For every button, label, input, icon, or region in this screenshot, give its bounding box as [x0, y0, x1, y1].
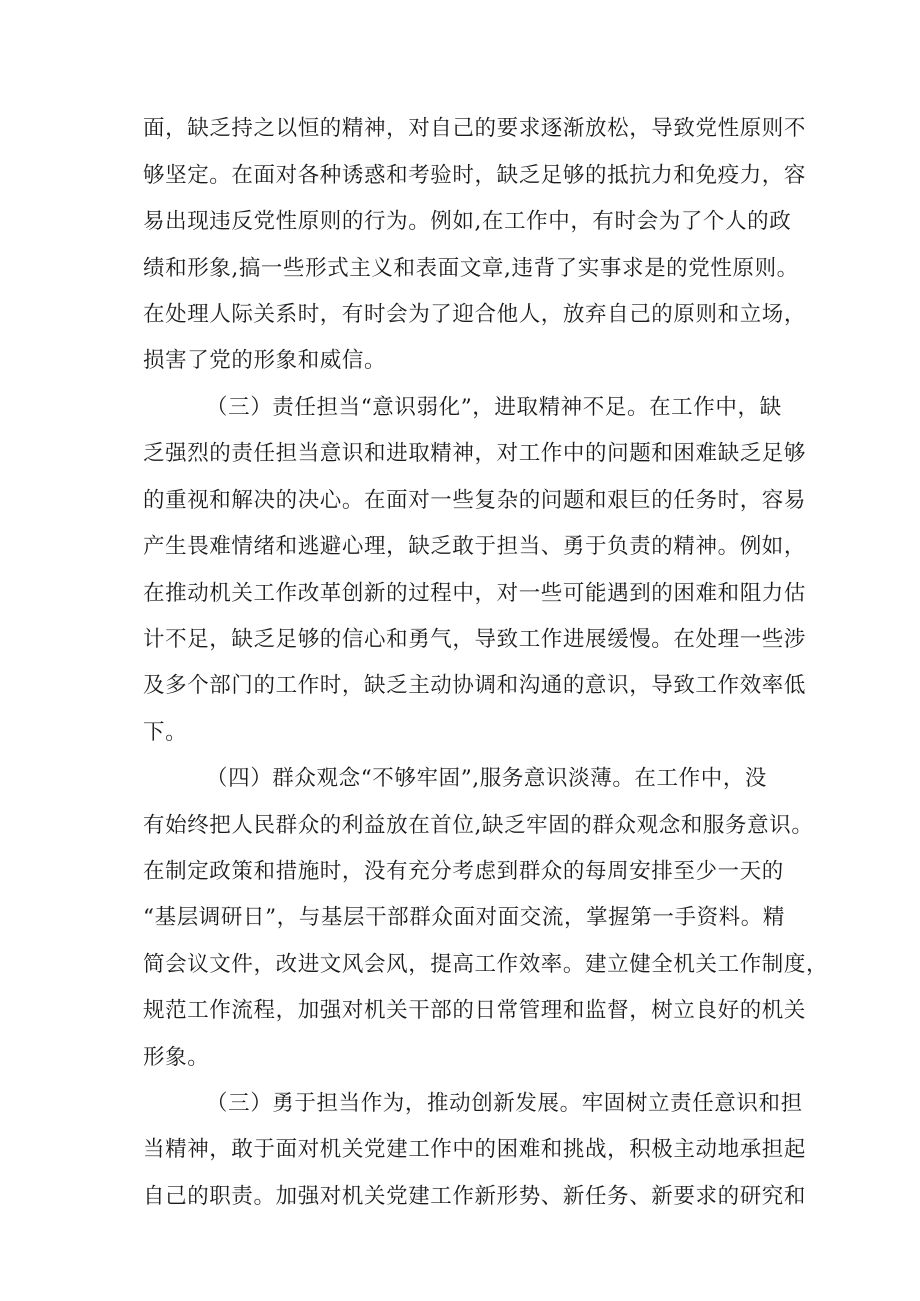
- paragraph-line: 简会议文件，改进文风会风，提高工作效率。建立健全机关工作制度，: [143, 952, 829, 977]
- paragraph-line: 绩和形象,搞一些形式主义和表面文章,违背了实事求是的党性原则。: [143, 256, 799, 281]
- section-heading-line: （三）勇于担当作为，推动创新发展。牢固树立责任意识和担: [206, 1091, 803, 1116]
- section-heading-line: （三）责任担当“意识弱化”，进取精神不足。在工作中，缺: [206, 395, 782, 420]
- paragraph-line: 当精神，敢于面对机关党建工作中的困难和挑战，积极主动地承担起: [143, 1137, 807, 1162]
- paragraph-line: 规范工作流程，加强对机关干部的日常管理和监督，树立良好的机关: [143, 998, 807, 1023]
- paragraph-line: 乏强烈的责任担当意识和进取精神，对工作中的问题和困难缺乏足够: [143, 441, 807, 466]
- paragraph-line: 在推动机关工作改革创新的过程中，对一些可能遇到的困难和阻力估: [143, 581, 807, 606]
- paragraph-line: 在处理人际关系时，有时会为了迎合他人，放弃自己的原则和立场，: [143, 302, 807, 327]
- paragraph-line: “基层调研日”，与基层干部群众面对面交流，掌握第一手资料。精: [143, 905, 785, 930]
- paragraph-line: 下。: [143, 720, 188, 745]
- paragraph-line: 面，缺乏持之以恒的精神，对自己的要求逐渐放松，导致党性原则不: [143, 116, 807, 141]
- section-heading-line: （四）群众观念“不够牢固”,服务意识淡薄。在工作中，没: [206, 766, 768, 791]
- paragraph-line: 有始终把人民群众的利益放在首位,缺乏牢固的群众观念和服务意识。: [143, 813, 814, 838]
- paragraph-line: 的重视和解决的决心。在面对一些复杂的问题和艰巨的任务时，容易: [143, 488, 807, 513]
- paragraph-line: 产生畏难情绪和逃避心理，缺乏敢于担当、勇于负责的精神。例如，: [143, 534, 807, 559]
- paragraph-line: 够坚定。在面对各种诱惑和考验时，缺乏足够的抵抗力和免疫力，容: [143, 163, 807, 188]
- paragraph-line: 及多个部门的工作时，缺乏主动协调和沟通的意识，导致工作效率低: [143, 673, 807, 698]
- paragraph-line: 易出现违反党性原则的行为。例如,在工作中，有时会为了个人的政: [143, 209, 792, 234]
- paragraph-line: 形象。: [143, 1045, 210, 1070]
- paragraph-line: 在制定政策和措施时，没有充分考虑到群众的每周安排至少一天的: [143, 859, 784, 884]
- paragraph-line: 计不足，缺乏足够的信心和勇气，导致工作进展缓慢。在处理一些涉: [143, 627, 807, 652]
- paragraph-line: 损害了党的形象和威信。: [143, 348, 387, 373]
- paragraph-line: 自己的职责。加强对机关党建工作新形势、新任务、新要求的研究和: [143, 1184, 807, 1209]
